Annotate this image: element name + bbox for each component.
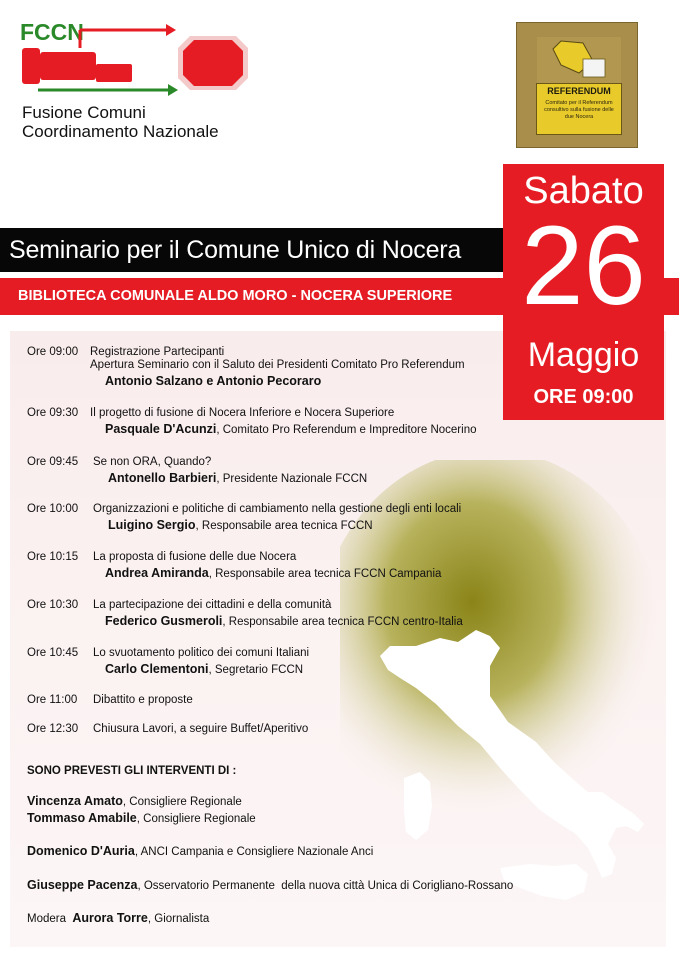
guest-role: , ANCI Campania e Consigliere Nazionale Anci: [134, 846, 374, 858]
guest-row: [27, 844, 373, 858]
agenda-time: Ore 10:00: [27, 503, 79, 515]
agenda-time: Ore 09:30: [27, 407, 79, 419]
guest-role: , Osservatorio Permanente della nuova città Unica di Corigliano-Rossano: [137, 880, 514, 892]
speaker-role: , Comitato Pro Referendum e Impreditore Nocerino: [216, 424, 477, 436]
event-title: Seminario per il Comune Unico di Nocera: [9, 236, 462, 264]
date-time: ORE 09:00: [533, 386, 634, 408]
agenda-topic: Organizzazioni e politiche di cambiamento nella gestione degli enti locali: [93, 503, 462, 515]
ballot-hand-icon: [531, 31, 627, 91]
agenda-topic: Chiusura Lavori, a seguire Buffet/Aperitivo: [93, 723, 309, 735]
speaker-role: , Responsabile area tecnica FCCN centro-Italia: [222, 616, 463, 628]
guest-row: [27, 794, 242, 808]
agenda-speaker-line: [105, 374, 321, 390]
guest-role: , Consigliere Regionale: [122, 796, 242, 808]
agenda-time: Ore 10:30: [27, 599, 79, 611]
agenda-speaker-line: [108, 471, 367, 487]
agenda-time: Ore 12:30: [27, 723, 79, 735]
agenda-time: Ore 10:45: [27, 647, 79, 659]
speaker-name: Pasquale D'Acunzi: [105, 422, 217, 436]
logo-name-line1: Fusione Comuni: [22, 103, 146, 122]
speaker-name: Luigino Sergio: [108, 518, 196, 532]
speaker-role: , Presidente Nazionale FCCN: [216, 473, 368, 485]
agenda-topic: Registrazione Partecipanti: [90, 346, 225, 358]
referendum-title: REFERENDUM: [547, 86, 611, 96]
agenda-speaker-line: [105, 662, 303, 678]
date-month: Maggio: [527, 336, 640, 374]
guest-row: [27, 878, 513, 892]
agenda-topic: Apertura Seminario con il Saluto dei Presidenti Comitato Pro Referendum: [90, 359, 465, 371]
referendum-subtitle: Comitato per il Referendum consultivo sulla fusione delle due Nocera: [544, 100, 614, 120]
date-box: [503, 164, 664, 420]
agenda-time: Ore 09:45: [27, 456, 79, 468]
speaker-name: Carlo Clementoni: [105, 662, 209, 676]
guest-name: Aurora Torre: [72, 911, 148, 925]
speaker-name: Andrea Amiranda: [105, 566, 209, 580]
guest-row: [27, 811, 256, 825]
speaker-role: , Responsabile area tecnica FCCN: [195, 520, 373, 532]
guest-row: [27, 911, 209, 925]
speaker-role: , Responsabile area tecnica FCCN Campania: [208, 568, 442, 580]
speaker-name: Federico Gusmeroli: [105, 614, 223, 628]
agenda-time: Ore 11:00: [27, 694, 78, 706]
guest-prefix: Modera: [27, 913, 73, 925]
agenda-speaker-line: [105, 566, 441, 582]
agenda-topic: Dibattito e proposte: [93, 694, 193, 706]
agenda-topic: Se non ORA, Quando?: [93, 456, 212, 468]
guest-name: Vincenza Amato: [27, 794, 123, 808]
speaker-name: Antonio Salzano e Antonio Pecoraro: [105, 374, 322, 388]
italy-map-icon: [340, 460, 679, 920]
referendum-label: [536, 83, 622, 135]
agenda-speaker-line: [105, 614, 463, 630]
guest-role: , Consigliere Regionale: [136, 813, 256, 825]
agenda-time: Ore 10:15: [27, 551, 79, 563]
guest-name: Giuseppe Pacenza: [27, 878, 138, 892]
date-day: Sabato: [523, 170, 644, 212]
agenda-topic: La proposta di fusione delle due Nocera: [93, 551, 297, 563]
speaker-role: , Segretario FCCN: [208, 664, 304, 676]
speaker-name: Antonello Barbieri: [108, 471, 217, 485]
date-number: 26: [521, 203, 646, 328]
logo-name-line2: Coordinamento Nazionale: [22, 122, 219, 141]
guest-name: Domenico D'Auria: [27, 844, 135, 858]
agenda-speaker-line: [105, 422, 477, 438]
agenda-speaker-line: [108, 518, 373, 534]
guest-role: , Giornalista: [147, 913, 210, 925]
logo-acronym: FCCN: [20, 19, 84, 45]
referendum-badge: [516, 22, 638, 148]
agenda-topic: Lo svuotamento politico dei comuni Italiani: [93, 647, 310, 659]
agenda-time: Ore 09:00: [27, 346, 79, 358]
agenda-topic: La partecipazione dei cittadini e della comunità: [93, 599, 332, 611]
interventions-title: SONO PREVESTI GLI INTERVENTI DI :: [27, 765, 237, 777]
agenda-topic: Il progetto di fusione di Nocera Inferiore e Nocera Superiore: [90, 407, 395, 419]
venue-text: BIBLIOTECA COMUNALE ALDO MORO - NOCERA SUPERIORE: [18, 288, 453, 304]
guest-name: Tommaso Amabile: [27, 811, 137, 825]
logo-name: [22, 103, 219, 141]
